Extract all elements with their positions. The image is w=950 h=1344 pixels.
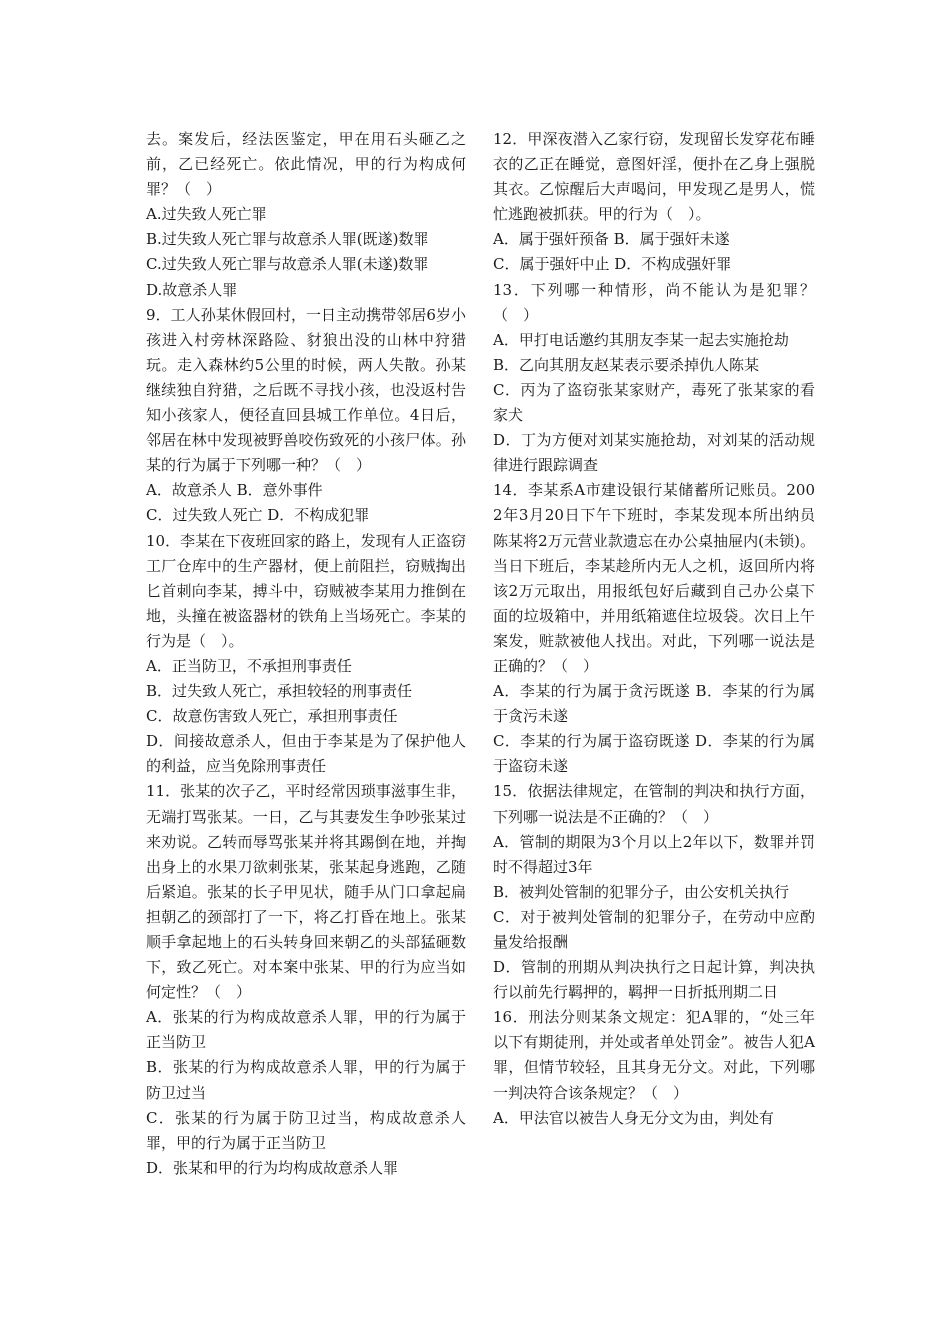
option-line: B．被判处管制的犯罪分子，由公安机关执行 [493, 882, 790, 901]
option-line: C．李某的行为属于盗窃既遂 D．李某的行为属于盗窃未遂 [493, 732, 815, 776]
question-12: 12．甲深夜潜入乙家行窃，发现留长发穿花布睡衣的乙正在睡觉，意图奸淫，便扑在乙身上强脱其衣。乙惊醒后大声喝问，甲发现乙是男人，慌忙逃跑被抓获。甲的行为（ ）。 [493, 130, 815, 224]
option-line: C．属于强奸中止 D．不构成强奸罪 [493, 255, 732, 274]
option-line: A．张某的行为构成故意杀人罪，甲的行为属于正当防卫 [146, 1008, 466, 1052]
question-14: 14．李某系A市建设银行某储蓄所记账员。2002年3月20日下午下班时，李某发现本所出纳员陈某将2万元营业款遗忘在办公桌抽屉内(未锁)。当日下班后，李某趁所内无人之机，返回所内将该2万元取出，用报纸包好后藏到自己办公桌下面的垃圾箱中，并用纸箱遮住垃圾袋。次日上午案发，赃款被他人找出。对此，下列哪一说法是正确的？（ ） [493, 481, 815, 675]
option-line: C．对于被判处管制的犯罪分子，在劳动中应酌量发给报酬 [493, 907, 815, 951]
option-line: C．故意伤害致人死亡，承担刑事责任 [146, 707, 398, 726]
right-column [493, 127, 815, 1131]
option-line: B.过失致人死亡罪与故意杀人罪(既遂)数罪 [146, 230, 429, 249]
option-line: B．张某的行为构成故意杀人罪，甲的行为属于防卫过当 [146, 1058, 466, 1102]
question-9: 9．工人孙某休假回村，一日主动携带邻居6岁小孩进入村旁林深路险、豺狼出没的山林中狩猎玩。走入森林约5公里的时候，两人失散。孙某继续独自狩猎，之后既不寻找小孩，也没返村告知小孩家人，便径直回县城工作单位。4日后，邻居在林中发现被野兽咬伤致死的小孩尸体。孙某的行为属于下列哪一种？（ ） [146, 305, 466, 475]
option-line: D．管制的刑期从判决执行之日起计算，判决执行以前先行羁押的，羁押一日折抵刑期二日 [493, 958, 815, 1002]
option-line: A．甲法官以被告人身无分文为由，判处有 [493, 1108, 774, 1127]
option-line: C．丙为了盗窃张某家财产，毒死了张某家的看家犬 [493, 380, 815, 425]
option-line: D．张某和甲的行为均构成故意杀人罪 [146, 1158, 399, 1177]
option-line: A．李某的行为属于贪污既遂 B．李某的行为属于贪污未遂 [493, 682, 815, 726]
option-line: B．过失致人死亡，承担较轻的刑事责任 [146, 682, 413, 701]
option-line: D.故意杀人罪 [146, 280, 238, 299]
option-line: A．甲打电话邀约其朋友李某一起去实施抢劫 [493, 330, 789, 349]
option-line: C.过失致人死亡罪与故意杀人罪(未遂)数罪 [146, 255, 429, 274]
option-line: A.过失致人死亡罪 [146, 205, 267, 224]
option-line: D．丁为方便对刘某实施抢劫，对刘某的活动规律进行跟踪调查 [493, 431, 815, 475]
option-line: A．管制的期限为3个月以上2年以下，数罪并罚时不得超过3年 [493, 832, 815, 876]
option-line: B．乙向其朋友赵某表示要杀掉仇人陈某 [493, 355, 760, 374]
question-15: 15．依据法律规定，在管制的判决和执行方面，下列哪一说法是不正确的？（ ） [493, 782, 815, 826]
question-13: 13．下列哪一种情形，尚不能认为是犯罪？（ ） [493, 280, 815, 324]
question-16: 16．刑法分则某条文规定：犯A罪的，“处三年以下有期徒刑，并处或者单处罚金”。被告人犯A罪，但情节较轻，且其身无分文。对此，下列哪一判决符合该条规定？（ ） [493, 1008, 815, 1102]
left-column [146, 127, 466, 1181]
option-line: D．间接故意杀人，但由于李某是为了保护他人的利益，应当免除刑事责任 [146, 732, 466, 776]
option-line: C．张某的行为属于防卫过当，构成故意杀人罪，甲的行为属于正当防卫 [146, 1108, 466, 1152]
option-line: C．过失致人死亡 D．不构成犯罪 [146, 506, 370, 525]
option-line: A．故意杀人 B．意外事件 [146, 481, 323, 500]
question-10: 10．李某在下夜班回家的路上，发现有人正盗窃工厂仓库中的生产器材，便上前阻拦，窃贼掏出匕首刺向李某，搏斗中，窃贼被李某用力推倒在地，头撞在被盗器材的铁角上当场死亡。李某的行为是（ ）。 [146, 531, 466, 650]
option-line: A．正当防卫，不承担刑事责任 [146, 656, 352, 675]
question-11: 11．张某的次子乙，平时经常因琐事滋事生非，无端打骂张某。一日，乙与其妻发生争吵张某过来劝说。乙转而辱骂张某并将其踢倒在地，并掏出身上的水果刀欲刺张某，张某起身逃跑，乙随后紧追。张某的长子甲见状，随手从门口拿起扁担朝乙的颈部打了一下，将乙打昏在地上。张某顺手拿起地上的石头转身回来朝乙的头部猛砸数下，致乙死亡。对本案中张某、甲的行为应当如何定性？（ ） [146, 782, 466, 1002]
paragraph: 去。案发后，经法医鉴定，甲在用石头砸乙之前，乙已经死亡。依此情况，甲的行为构成何罪？（ ） [146, 130, 466, 199]
option-line: A．属于强奸预备 B．属于强奸未遂 [493, 230, 730, 249]
